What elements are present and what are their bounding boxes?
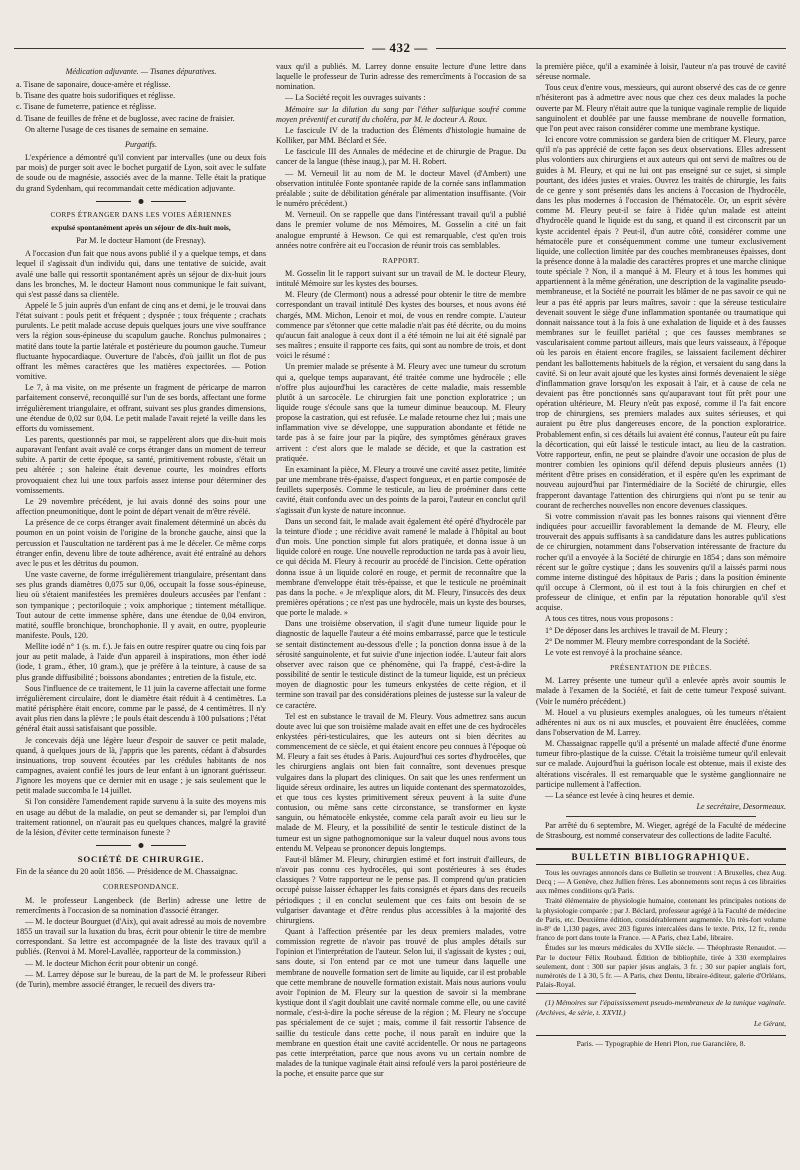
article-paragraph: A l'occasion d'un fait que nous avons publié il y a quelque temps, et dans lequel il s'agissait d'un individu qui, dans une tentative de suicide, avait avalé une balle qui ressortit spontanément après un séjour de dix-huit jours dans les bronches, M. le docteur Hamont nous communique le fait suivant, qui s'est passé dans sa clientèle. [16, 249, 266, 299]
article-paragraph: Tous ceux d'entre vous, messieurs, qui auront observé des cas de ce genre n'hésiteront pas à admettre avec nous que chez ces deux malades la poche ouverte par M. Fleury n'était autre que la tunique vaginale remplie de liquide sanguinolent et doublée par une fausse membrane de nouvelle formation, que l'on peut avec raison considérer comme une membrane kystique. [536, 83, 786, 133]
article-paragraph: — La Société reçoit les ouvrages suivants : [285, 93, 426, 103]
correspondance-item: — M. Larrey dépose sur le bureau, de la part de M. le professeur Riberi (de Turin), membre associé étranger, le recueil des divers tra- [16, 969, 266, 989]
article-paragraph: Faut-il blâmer M. Fleury, chirurgien estimé et fort instruit d'ailleurs, de n'avoir pas connu ces hydrocèles, qui sont postérieures à ses études classiques ? Votre rapporteur ne le pense pas. Il comprend qu'un praticien occupé puisse laisser échapper les faits consignés et épars dans des recueils périodiques ; il en conclut seulement que ces faits ont besoin de se vulgariser davantage et d'être rendus plus accessibles à la majorité des chirurgiens. [276, 854, 526, 925]
tisane-b: b. Tisane des quatre bois sudorifiques et réglisse. [16, 91, 176, 101]
footnote-rule [536, 993, 636, 994]
article-paragraph: — La séance est levée à cinq heures et demie. [545, 790, 695, 800]
article-paragraph: Mellite iodé n° 1 (s. m. f.). Je fais en outre respirer quatre ou cinq fois par jour au petit malade, à l'aide d'un appareil à inspirations, mon éther iodé (iode, 1 gram., éther, 10 gram.), que je préfère à la teinture, à cause de sa plus grande diffusibilité ; boissons abondantes ; entretien de la fistule, etc. [16, 642, 266, 682]
article-paragraph: Appelé le 5 juin auprès d'un enfant de cinq ans et demi, je le trouvai dans l'état suivant : pouls petit et fréquent ; dyspnée ; toux fréquente ; crachats purulents. Le petit malade accuse depuis quelques jours une vive souffrance vers la région sous-épineuse du scapulum gauche. Ronchus pulmonaires ; matité dans toute la partie latérale et postérieure du poumon gauche. Tumeur fluctuante hypocardiaque. Ouverture de l'abcès, d'où jaillit un flot de pus offrant les mêmes caractères que les matières expectorées. — Potion vomitive. [16, 300, 266, 382]
divider [566, 816, 756, 817]
article-subtitle: expulsé spontanément après un séjour de dix-huit mois, [51, 222, 231, 232]
tisane-c: c. Tisane de fumeterre, patience et réglisse. [16, 102, 157, 112]
section-title-societe: SOCIÉTÉ DE CHIRURGIE. [77, 854, 205, 865]
page-number: — 432 — [372, 40, 428, 55]
three-column-body [16, 62, 788, 1142]
article-paragraph: Un premier malade se présente à M. Fleury avec une tumeur du scrotum qui a, quelque temps auparavant, été traitée comme une hydrocèle ; elle n'offre plus aujourd'hui les caractères de cette maladie, mais ressemble plutôt à un sarcocèle. Le chirurgien fait une ponction exploratrice ; un liquide rouge s'écoule sans que la tumeur diminue beaucoup. M. Fleury propose la castration, qui est refusée. Le malade retourne chez lui ; mais une inflammation vive se développe, une suppuration abondante et fétide ne tarde pas à se faire jour par la piqûre, des symptômes généraux graves arrivent : c'est alors que le malade se décide, et que la castration est pratiquée. [276, 362, 526, 463]
article-paragraph: Tel est en substance le travail de M. Fleury. Vous admettrez sans aucun doute avec lui que son troisième malade avait en effet une de ces hydrocèles enkystées péri-testiculaires, que les auteurs ont si bien décrites au commencement de ce siècle, et qui étaient encore peu connues à l'époque où M. Fleury a fait ses études à Paris. Aujourd'hui ces sortes d'hydrocèles, que les chirurgiens anglais ont bien fait connaître, sont devenues presque vulgaires dans la plupart des cliniques. On sait que les unes renferment un liquide séreux ordinaire, les autres un liquide contenant des spermatozoïdes, et que tous ces kystes primitivement séreux peuvent à la suite d'une contusion, ou même sans cette circonstance, se transformer en kyste sanguin, ou hématocèle enkystée, comme cela paraît avoir eu lieu sur le malade de M. Fleury, et la possibilité de sentir le testicule distinct de la tumeur est un signe pathognomonique sur la valeur duquel nous avons tous entendu M. Velpeau se prononcer depuis longtemps. [276, 711, 526, 853]
closing-rule [536, 1035, 786, 1036]
footnote: (1) Mémoires sur l'épaississement pseudo-membraneux de la tunique vaginale. (Archives, 4e série, t. XXVII.) [536, 998, 786, 1017]
article-paragraph: En examinant la pièce, M. Fleury a trouvé une cavité assez petite, limitée par une membrane très-épaisse, d'aspect fongueux, et en partie composée de feuillets superposés. Comme le testicule, au lieu de proéminer dans cette cavité, était confondu avec un des points de la paroi, l'auteur en conclut qu'il s'agissait d'un kyste de nature inconnue. [276, 464, 526, 515]
article-paragraph: A tous ces titres, nous vous proposons : [545, 614, 674, 624]
article-paragraph: Dans un second fait, le malade avait également été opéré d'hydrocèle par la teinture d'iode ; une récidive avait ramené le malade à l'hôpital au bout d'un mois. Une ponction simple fut alors pratiquée, et donna issue à un liquide coloré en rouge. Une nouvelle reproduction ne tarda pas à avoir lieu, ce qui décida M. Fleury à recourir au procédé de l'incision. Cette opération donna issue à un liquide coloré en rouge, et permit de reconnaître que la membrane d'enveloppe était très-épaisse, et que le testicule ne proéminait pas dans la poche. « Je m'explique alors, dit M. Fleury, l'insuccès des deux premières opérations ; ce n'est pas une hydrocèle, mais un kyste des bourses, que porte le malade. » [276, 516, 526, 618]
tisane-d: d. Tisane de feuilles de frêne et de buglosse, avec racine de fraisier. [16, 113, 235, 123]
column-right [536, 62, 786, 1142]
correspondance-heading: CORRESPONDANCE. [103, 882, 179, 892]
section-heading-purgatifs: Purgatifs. [125, 139, 157, 149]
page-header [14, 38, 786, 58]
correspondance-item: — M. le docteur Bourguet (d'Aix), qui avait adressé au mois de novembre 1855 un travail sur la luxation du bras, écrit pour obtenir le titre de membre correspondant. Sa lettre est accompagnée de la liste des travaux qu'il a publiés. (Renvoi à M. Morel-Lavallée, rapporteur de la commission.) [16, 916, 266, 957]
article-paragraph: — M. Verneuil lit au nom de M. le docteur Mavel (d'Ambert) une observation intitulée Fonte spontanée rapide de la cornée sans inflammation préalable ; suite de débilitation générale par alimentation insuffisante. (Voir le numéro précédent.) [276, 168, 526, 209]
article-paragraph: M. Gosselin lit le rapport suivant sur un travail de M. le docteur Fleury, intitulé Mémoire sur les kystes des bourses. [276, 268, 526, 289]
article-paragraph: M. Houel a vu plusieurs exemples analogues, où les tumeurs n'étaient adhérentes ni aux os ni aux muscles, et pouvaient être énucléées, comme dans l'observation de M. Larrey. [536, 707, 786, 737]
proposal-item: 1° De déposer dans les archives le travail de M. Fleury ; [545, 625, 728, 635]
ornament-divider [96, 198, 186, 205]
article-paragraph: Le 29 novembre précédent, je lui avais donné des soins pour une affection pneumonitique, dont le point de départ venait de m'être révélé. [16, 496, 266, 517]
gerant-label: Le Gérant, [753, 1019, 786, 1029]
header-rule-right [436, 48, 786, 49]
article-paragraph: Si l'on considère l'amendement rapide survenu à la suite des moyens mis en usage au début de la maladie, on peut se demander si, par l'emploi d'un traitement rationnel, on n'aurait pas eu quelques chances, malgré la gravité de la lésion, d'éviter cette terminaison funeste ? [16, 797, 266, 837]
article-paragraph: vaux qu'il a publiés. M. Larrey donne ensuite lecture d'une lettre dans laquelle le professeur de Turin adresse des remercîments à l'occasion de sa nomination. [276, 62, 526, 92]
article-author: Par M. le docteur Hamont (de Fresnay). [76, 236, 206, 246]
secretary-signature: Le secrétaire, Desormeaux. [696, 802, 786, 812]
article-paragraph: M. Fleury (de Clermont) nous a adressé pour obtenir le titre de membre correspondant un travail intitulé Des kystes des bourses, et nous avons été chargés, MM. Michon, Lenoir et moi, de vous en rendre compte. L'auteur commence par s'étonner que cette maladie n'ait pas été décrite, ou du moins qu'aucun fait analogue à ceux dont il a été témoin ne lui ait été signalé par ses maîtres ; ensuite il rapporte ces faits, qui sont au nombre de trois, et dont voici le résumé : [276, 290, 526, 361]
article-paragraph: Par arrêté du 6 septembre, M. Wieger, agrégé de la Faculté de médecine de Strasbourg, est nommé conservateur des collections de ladite Faculté. [536, 821, 786, 841]
article-paragraph: Ici encore votre commission se gardera bien de critiquer M. Fleury, parce qu'il n'a pas apprécié de cette façon ses deux observations. Elles adressent plus volontiers aux chirurgiens et aux auteurs qui ont servi de maîtres ou de guides à M. Fleury, et qui ne lui ont pas enseigné sur ce sujet, si simple pourtant, des idées justes et vraies. Ouvrez les traités de chirurgie, les faits de ce genre y sont présentés dans les anciens à l'occasion de l'hydrocèle, dans les plus modernes à l'occasion de l'hématocèle. Or, un esprit sévère comme M. Fleury peut-il se faire à l'idée qu'un malade est atteint d'hydrocèle quand le liquide est du sang, et quand il est circonscrit par un kyste accidentel épais ? Peut-il, d'un autre côté, considérer comme une hématocèle pure et conséquemment comme une tumeur exclusivement liquide, une collection limitée par des couches membraneuses épaisses, dont la présence donne à la maladie des caractères propres et une marche clinique toute spéciale ? Non, il a manqué à M. Fleury et à tous les hommes qui appartiennent à la même génération, une description de la vaginalite pseudo-membraneuse, et la Société ne pourrait les blâmer de ne pas savoir ce qui ne leur a pas été appris par leurs maîtres, savoir : que la séreuse testiculaire devenait souvent le siège d'une inflammation spontanée ou traumatique qui donnait naissance tout à la fois à une exhalation de liquide et à des fausses membranes sur le feuillet pariétal ; que ces fausses membranes se vascularisaient comme partout ailleurs, mais que leurs vaisseaux, à l'époque où les parois en étaient encore fragiles, se laissaient facilement déchirer pendant les ballottements habituels de la région, et versaient du sang dans la cavité. Si on leur avait ajouté que les kystes ainsi formés devenaient le siège d'inflammation grave lorsqu'on les exposait à l'air, et à cause de cela ne devaient pas être ponctionnés sans qu'auparavant tout fût prêt pour une opération ultérieure, M. Fleury n'eût pas exposé, comme il l'a fait encore trop de chirurgiens, ses premiers malades aux suites sérieuses, et qui auraient pu être plus dangereuses encore, de la ponction exploratrice. Probablement enfin, si ces détails lui avaient été connus, l'auteur eût pu faire la décortication, qui eût laissé le testicule intact, au lieu de la castration. Votre rapporteur, enfin, ne peut se plaindre d'avoir une occasion de plus de montrer combien les opinions qu'il défend depuis plusieurs années (1) méritent d'être prises en considération, et il espère qu'en les exprimant de nouveau aujourd'hui par l'intermédiaire de la Société de chirurgie, elles frapperont davantage l'attention des chirurgiens qui n'ont pu se tenir au courant de recherches nouvelles non encore devenues classiques. [536, 135, 786, 510]
article-paragraph: Je concevais déjà une légère lueur d'espoir de sauver ce petit malade, quand, à quelques jours de là, j'appris que les parents, cédant à d'absurdes insinuations, trop souvent écoutées par les crédules habitants de nos campagnes, avaient confié les jours de leur enfant à un ignorant guérisseur. J'ignore les moyens que ce dernier mit en usage ; je sais seulement que le petit malade succomba le 14 juillet. [16, 735, 266, 796]
article-paragraph: La présence de ce corps étranger avait finalement déterminé un abcès du poumon en un point voisin de l'origine de la bronche gauche, ainsi que la percussion et l'auscultation ne tardèrent pas à me le déceler. Ce même corps étranger enfin, devenu libre de toute adhérence, avait été entraîné au dehors avec le pus et les détritus du poumon. [16, 518, 266, 568]
article-paragraph: Le 7, à ma visite, on me présente un fragment de péricarpe de marron parfaitement conservé, reconquillé sur l'un de ses bords, affectant une forme irrégulièrement triangulaire, et offrant, suivant ses plus grandes dimensions, une étendue de 0,02 sur 0,04. Le petit malade l'avait rejeté la veille dans les efforts du vomissement. [16, 383, 266, 433]
presentation-heading: PRÉSENTATION DE PIÈCES. [610, 663, 712, 673]
received-work: Le fascicule III des Annales de médecine et de chirurgie de Prague. Du cancer de la langue (thèse inaug.), par M. H. Robert. [276, 147, 526, 167]
rapport-heading: RAPPORT. [382, 255, 420, 265]
article-paragraph: la première pièce, qu'il a examinée à loisir, l'auteur n'a pas trouvé de cavité séreuse normale. [536, 62, 786, 82]
bulletin-entry: Traité élémentaire de physiologie humaine, contenant les principales notions de la physiologie comparée ; par J. Béclard, professeur agrégé à la Faculté de médecine de Paris, etc. Deuxième édition, considérablement augmentée. Un très-fort volume in-8° de 1,130 pages, avec 203 figures intercalées dans le texte. Prix, 12 fr., rendu franco de port dans toute la France. — A Paris, chez Labé, libraire. [536, 896, 786, 943]
tisane-a: a. Tisane de saponaire, douce-amère et réglisse. [16, 80, 171, 90]
proposal-item: 2° De nommer M. Fleury membre correspondant de la Société. [545, 636, 750, 646]
received-work: Mémoire sur la dilution du sang par l'éther sulfurique soufré comme moyen préventif et curatif du choléra, par M. le docteur A. Roux. [276, 104, 526, 124]
correspondance-item: — M. le docteur Michon écrit pour obtenir un congé. [25, 958, 199, 968]
section-heading-medication: Médication adjuvante. — Tisanes dépuratives. [65, 67, 217, 76]
bulletin-entry: Études sur les mœurs médicales du XVIIe siècle. — Théophraste Renaudot. — Par le docteur Félix Roubaud. Édition de bibliophile, tirée à 330 exemplaires seulement, dont : 300 sur papier jésus anglais, 3 fr. ; 30 sur papier anglais fort, numérotés de 1 à 30, 5 fr. — A Paris, chez Dentu, libraire-éditeur, galerie d'Orléans, Palais-Royal. [536, 943, 786, 990]
article-paragraph: M. Verneuil. On se rappelle que dans l'intéressant travail qu'il a publié dans le premier volume de nos Mémoires, M. Gosselin a cité un fait analogue emprunté à Hewson. Ce qui est remarquable, c'est qu'en trois années notre confrère ait eu l'occasion de réunir trois cas semblables. [276, 210, 526, 250]
article-paragraph: Le vote est renvoyé à la prochaine séance. [545, 647, 683, 657]
session-line: Fin de la séance du 20 août 1856. — Présidence de M. Chassaignac. [16, 867, 238, 877]
article-paragraph: Si votre commission n'avait pas les bonnes raisons qui viennent d'être indiquées pour accueillir favorablement la demande de M. Fleury, elle trouverait des appuis suffisants à sa candidature dans les autres publications de ce chirurgien, notamment dans l'observation intéressante de fracture du rocher qu'il a envoyée à la Société de chirurgie en 1854 ; dans son mémoire récent sur le goître cystique ; dans les souvenirs qu'il a laissés parmi nous comme interne distingué des hôpitaux de Paris ; dans la position éminente qu'il occupe à Clermont, où il est tout à la fois chirurgien en chef et professeur de clinique, et enfin par la réputation honorable qu'il s'est acquise. [536, 511, 786, 613]
tisane-alternation: On alterne l'usage de ces tisanes de semaine en semaine. [25, 124, 209, 134]
header-rule-left [14, 48, 364, 49]
column-left [16, 62, 266, 1142]
paragraph-purgatifs: L'expérience a démontré qu'il convient par intervalles (une ou deux fois par mois) de purger soit avec le bochet purgatif de Lyon, soit avec le sulfate de soude ou de magnésie, associés avec de la manne. Telle était la pratique du grand Sydenham, qui recommandait cette médication adjuvante. [16, 153, 266, 193]
bulletin-intro: Tous les ouvrages annoncés dans ce Bulletin se trouvent : A Bruxelles, chez Aug. Decq ; — A Genève, chez Jullien frères. Les abonnements sont reçus à ces librairies aux mêmes conditions qu'à Paris. [536, 867, 786, 896]
ornament-divider [96, 842, 186, 849]
received-work: Le fascicule IV de la traduction des Éléments d'histologie humaine de Kolliker, par MM. Béclard et Sée. [276, 125, 526, 146]
article-paragraph: Quant à l'affection présentée par les deux premiers malades, votre commission regrette de n'avoir pas trouvé de plus amples détails sur l'opinion et l'interprétation de l'auteur. Selon lui, il s'agissait de kystes ; oui, sans doute, si l'on entend par ce mot une tumeur dans laquelle une membrane de nouvelle formation sert de limite au liquide, car il est probable que cette membrane de nouvelle formation existait. Mais nous aurions voulu avoir l'opinion de M. Fleury sur la question de savoir si la membrane kystique dont il s'agit doublait une cavité normale comme elle, ou une cavité normale, c'est-à-dire la poche séreuse de la région ; M. Fleury ne s'occupe pas spécialement de ce sujet ; mais, comme il fait ressortir l'absence de saillie du testicule dans cette poche, il nous paraît en induire que la membrane en question était une cavité accidentelle. Or nous ne partageons pas cette interprétation, parce que nous avons vu un certain nombre de malades de la tunique vaginale était ainsi refoulé vers la paroi postérieure de la poche, et ensuite parce que sur [276, 926, 526, 1079]
article-title-corps-etranger: CORPS ÉTRANGER DANS LES VOIES AÉRIENNES [50, 209, 232, 219]
article-paragraph: M. Larrey présente une tumeur qu'il a enlevée après avoir soumis le malade à l'examen de la Société, et fait de cette tumeur l'exposé suivant. (Voir le numéro précédent.) [536, 676, 786, 706]
article-paragraph: Une vaste caverne, de forme irrégulièrement triangulaire, présentant dans ses plus grands diamètres 0,075 sur 0,06, occupait la fosse sous-épineuse, lieu où s'étaient manifestées les premières douleurs accusées par l'enfant : son tympanique ; pectoriloquie ; voix amphorique ; tintement métallique. Tout autour de cette immense sphère, dans une étendue de 0,04 environ, matité, souffle bronchique, bronchophonie. Il y avait, en outre, pyopleurie manifeste. Pouls, 120. [16, 570, 266, 640]
article-paragraph: Les parents, questionnés par moi, se rappelèrent alors que dix-huit mois auparavant l'enfant avait avalé ce corps étranger dans un moment de terreur subite. A partir de cette époque, sa santé, primitivement robuste, s'était un peu altérée ; son haleine était devenue courte, les moindres efforts provoquaient chez lui une toux parfois assez intense pour déterminer des vomissements. [16, 435, 266, 495]
article-paragraph: M. Chassaignac rappelle qu'il a présenté un malade affecté d'une énorme tumeur fibro-plastique de la cuisse. C'était la troisième tumeur qu'il enlevait sur ce malade. Aujourd'hui la guérison locale est obtenue, mais il existe des altérations viscérales. Il est remarquable que le système ganglionnaire ne participe nullement à l'affection. [536, 739, 786, 789]
article-paragraph: Dans une troisième observation, il s'agit d'une tumeur liquide pour le diagnostic de laquelle l'auteur a été moins embarrassé, parce que le testicule se sentait distinctement au-dessous d'elle ; la ponction donna issue à de la sérosité sanguinolente, et fut suivie d'une injection iodée. L'auteur fait alors observer avec raison que ce phénomène, qui l'a frappé, c'est-à-dire la possibilité de sentir le testicule distinct de la tumeur liquide, est un précieux moyen de diagnostic pour les tumeurs enkystées de cette région, et il termine son travail par des considérations pleines de justesse sur la valeur de ce caractère. [276, 619, 526, 710]
printer-line: Paris. — Typographie de Henri Plon, rue Garancière, 8. [576, 1039, 746, 1049]
bulletin-heading: BULLETIN BIBLIOGRAPHIQUE. [536, 848, 786, 865]
correspondance-item: M. le professeur Langenbeck (de Berlin) adresse une lettre de remercîments à l'occasion de sa nomination d'associé étranger. [16, 895, 266, 915]
column-middle [276, 62, 526, 1142]
article-paragraph: Sous l'influence de ce traitement, le 11 juin la caverne affectait une forme irrégulièrement circulaire, dont le diamètre était réduit à 4 centimètres. La matité périsphère était encore, comme par le passé, de 4 centimètres. Il n'y avait plus rien dans la plèvre ; le pouls était descendu à 100 pulsations ; l'état général était aussi satisfaisant que possible. [16, 683, 266, 734]
